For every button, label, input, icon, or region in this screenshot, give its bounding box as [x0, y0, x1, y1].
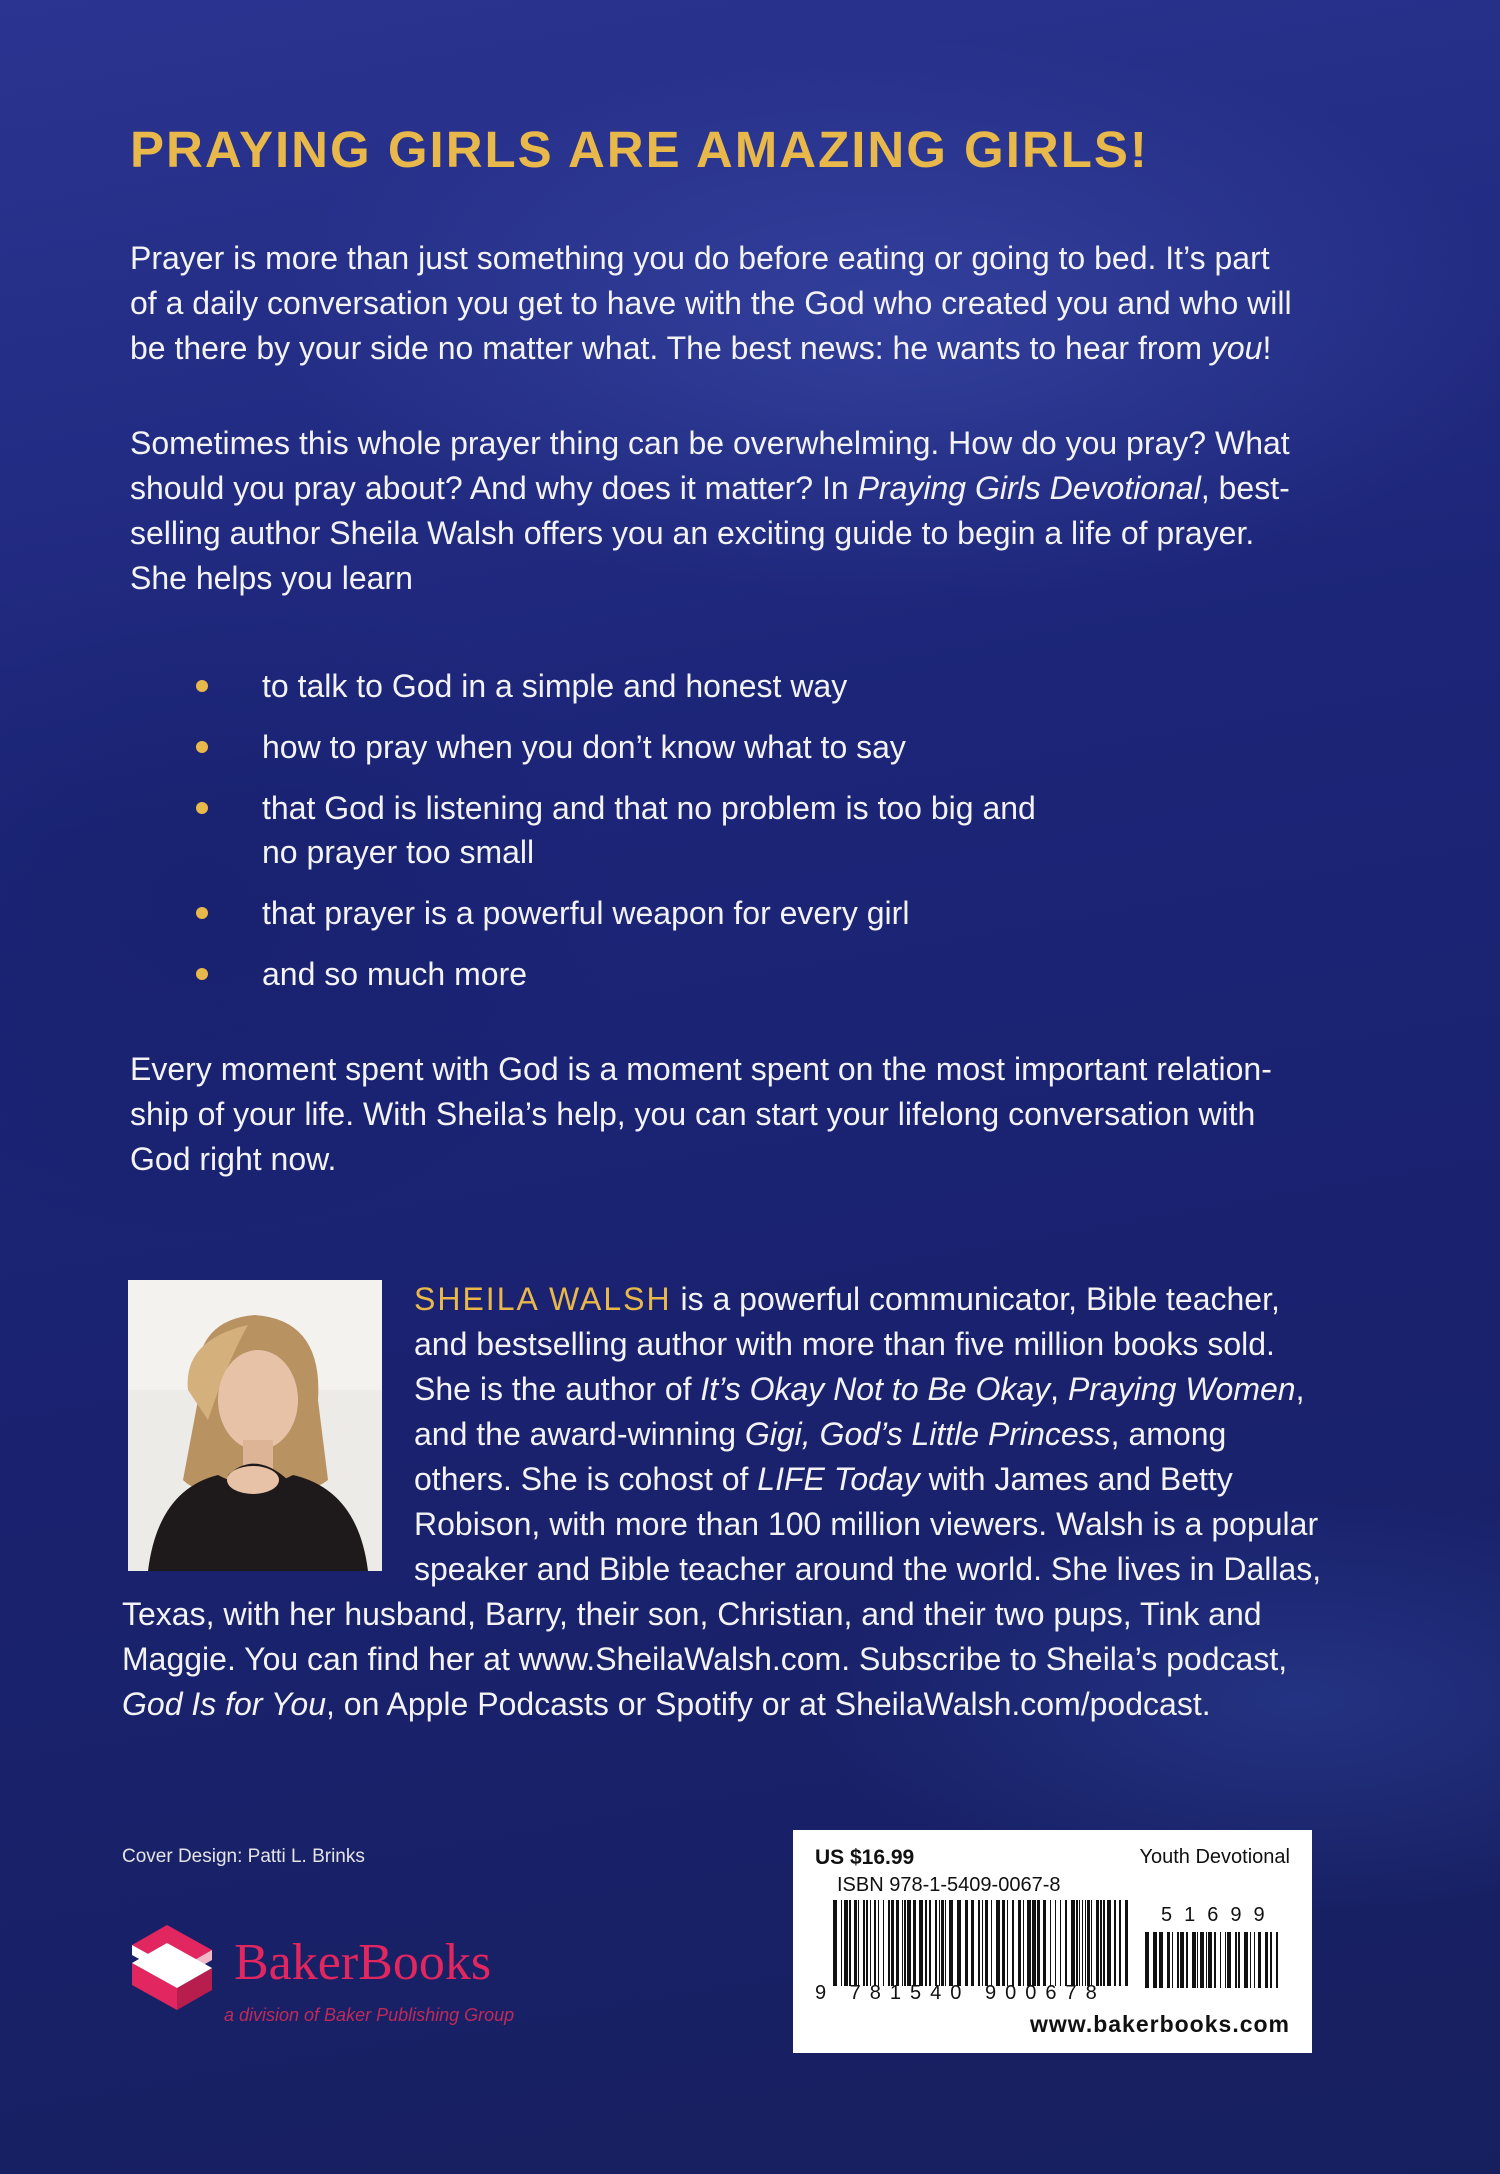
intro-paragraph — [130, 236, 1330, 371]
overview-line: selling author Sheila Walsh offers you an exciting guide to begin a life of prayer. — [130, 515, 1255, 551]
intro-line: be there by your side no matter what. The best news: he wants to hear from you! — [130, 330, 1272, 366]
closing-line: ship of your life. With Sheila’s help, you can start your lifelong conversation with — [130, 1096, 1256, 1132]
learning-bullet-list — [190, 664, 1090, 1013]
cover-design-credit: Cover Design: Patti L. Brinks — [122, 1846, 365, 1867]
isbn-barcode-icon — [833, 1900, 1133, 1986]
book-stack-icon — [122, 1925, 232, 2015]
price-barcode-icon — [1145, 1932, 1285, 1988]
publisher-name: BakerBooks — [234, 1934, 492, 1991]
publisher-tagline: a division of Baker Publishing Group — [224, 2005, 515, 2025]
bullet-dot-icon — [196, 907, 208, 919]
bullet-item: and so much more — [190, 952, 1090, 996]
bullet-dot-icon — [196, 741, 208, 753]
bullet-dot-icon — [196, 680, 208, 692]
overview-line: She helps you learn — [130, 560, 413, 596]
barcode-digits: 9 781540 900678 — [815, 1982, 1106, 2004]
podcast-title: God Is for You — [122, 1686, 326, 1722]
addon-digits: 51699 — [1161, 1904, 1277, 1926]
book-title: Praying Women — [1067, 1371, 1296, 1407]
bullet-dot-icon — [196, 802, 208, 814]
intro-emphasis: you — [1210, 330, 1263, 366]
publisher-url: www.bakerbooks.com — [1030, 2011, 1290, 2037]
author-bio: SHEILA WALSH is a powerful communicator, Bible teacher, and bestselling author with more than five million books sold. She is the author of It’s Okay Not to Be Okay, Praying Women, and the award-winning Gigi, God’s Little Princess, among others. She is cohost of LIFE Today with James and Betty Robison, with more than 100 million viewers. Walsh is a popular speaker and Bible teacher around the world. She lives in Dallas, Texas, with her husband, Barry, their son, Christian, and their two pups, Tink and Maggie. You can find her at www.SheilaWalsh.com. Subscribe to Sheila’s podcast, God Is for You, on Apple Podcasts or Spotify or at SheilaWalsh.com/podcast. — [122, 1281, 1322, 1722]
price: US $16.99 — [815, 1846, 915, 1869]
closing-paragraph — [130, 1047, 1330, 1182]
bullet-item: how to pray when you don’t know what to say — [190, 725, 1090, 769]
barcode-label — [793, 1830, 1312, 2053]
book-title: Praying Girls Devotional — [857, 470, 1201, 506]
bullet-dot-icon — [196, 968, 208, 980]
overview-line: Sometimes this whole prayer thing can be overwhelming. How do you pray? What — [130, 425, 1290, 461]
isbn: ISBN 978-1-5409-0067-8 — [837, 1874, 1061, 1896]
closing-line: God right now. — [130, 1141, 337, 1177]
overview-paragraph — [130, 421, 1330, 601]
category: Youth Devotional — [1139, 1846, 1290, 1868]
bullet-item: to talk to God in a simple and honest way — [190, 664, 1090, 708]
intro-line: of a daily conversation you get to have with the God who created you and who will — [130, 285, 1292, 321]
show-title: LIFE Today — [757, 1461, 920, 1497]
cover-heading: PRAYING GIRLS ARE AMAZING GIRLS! — [130, 121, 1149, 178]
publisher-logo — [122, 1925, 582, 2035]
bullet-item: that God is listening and that no problem is too big and no prayer too small — [190, 786, 1090, 874]
intro-line: Prayer is more than just something you do before eating or going to bed. It’s part — [130, 240, 1270, 276]
closing-line: Every moment spent with God is a moment spent on the most important relation- — [130, 1051, 1272, 1087]
bullet-item: that prayer is a powerful weapon for every girl — [190, 891, 1090, 935]
author-name: SHEILA WALSH — [414, 1281, 672, 1317]
overview-line: should you pray about? And why does it matter? In Praying Girls Devotional, best- — [130, 470, 1290, 506]
book-title: It’s Okay Not to Be Okay — [700, 1371, 1051, 1407]
book-title: Gigi, God’s Little Princess — [744, 1416, 1111, 1452]
